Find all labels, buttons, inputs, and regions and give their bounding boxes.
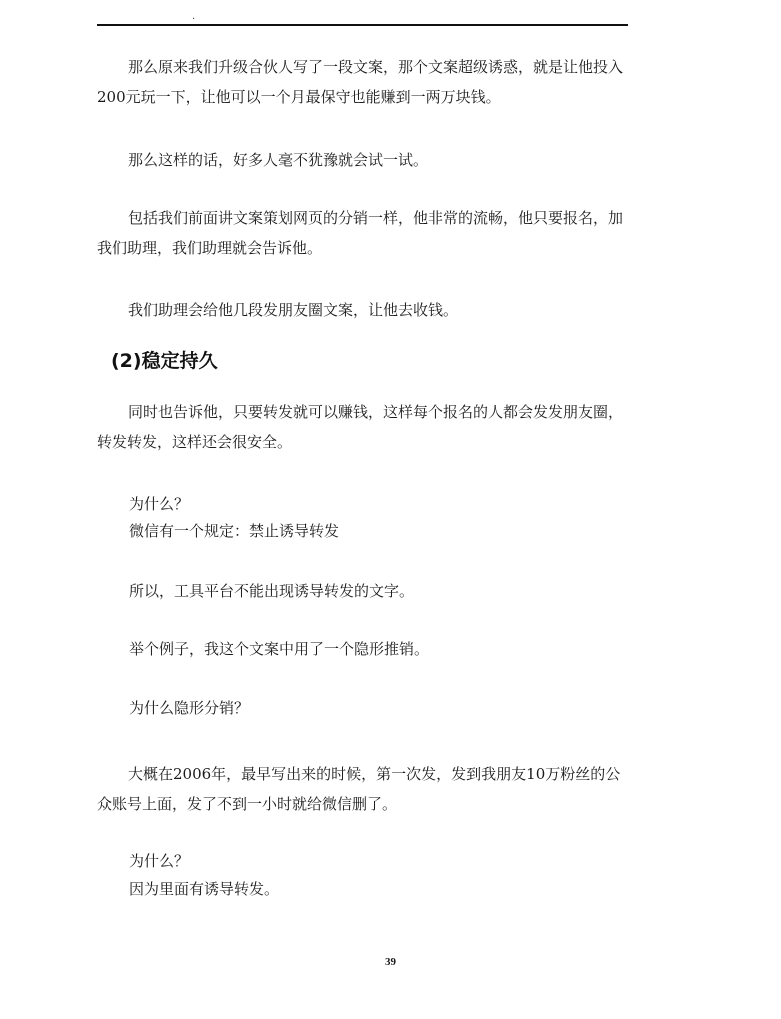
header-rule — [97, 24, 628, 26]
paragraph-line: 举个例子，我这个文案中用了一个隐形推销。 — [129, 640, 430, 658]
paragraph-text: 那么原来我们升级合伙人写了一段文案，那个文案超级诱惑，就是让他投入200元玩一下，让他可以一个月最保守也能赚到一两万块钱。 — [97, 58, 624, 106]
paragraph-text: 同时也告诉他，只要转发就可以赚钱，这样每个报名的人都会发发朋友圈，转发转发，这样还会很安全。 — [97, 403, 624, 451]
paragraph-text: 我们助理会给他几段发朋友圈文案，让他去收钱。 — [128, 301, 459, 319]
question-line: 为什么？ — [129, 852, 190, 870]
answer-line: 因为里面有诱导转发。 — [129, 880, 280, 898]
page-number: 39 — [385, 956, 396, 968]
question-line: 为什么？ — [129, 495, 190, 513]
header-mark: . — [192, 11, 196, 22]
paragraph — [97, 203, 628, 263]
paragraph-text: 大概在2006年，最早写出来的时候，第一次发，发到我朋友10万粉丝的公众账号上面，发了不到一小时就给微信删了。 — [97, 765, 621, 813]
paragraph-line: 所以，工具平台不能出现诱导转发的文字。 — [129, 582, 415, 600]
paragraph — [97, 145, 628, 175]
section-heading: (2)稳定持久 — [111, 350, 218, 372]
answer-line: 微信有一个规定：禁止诱导转发 — [129, 522, 340, 540]
paragraph-text: 那么这样的话，好多人毫不犹豫就会试一试。 — [128, 151, 429, 169]
paragraph — [97, 397, 628, 457]
paragraph — [97, 52, 628, 112]
paragraph-text: 包括我们前面讲文案策划网页的分销一样，他非常的流畅，他只要报名，加我们助理，我们助理就会告诉他。 — [97, 209, 624, 257]
paragraph — [97, 759, 628, 819]
paragraph — [97, 295, 628, 325]
paragraph-line: 为什么隐形分销？ — [129, 699, 250, 717]
